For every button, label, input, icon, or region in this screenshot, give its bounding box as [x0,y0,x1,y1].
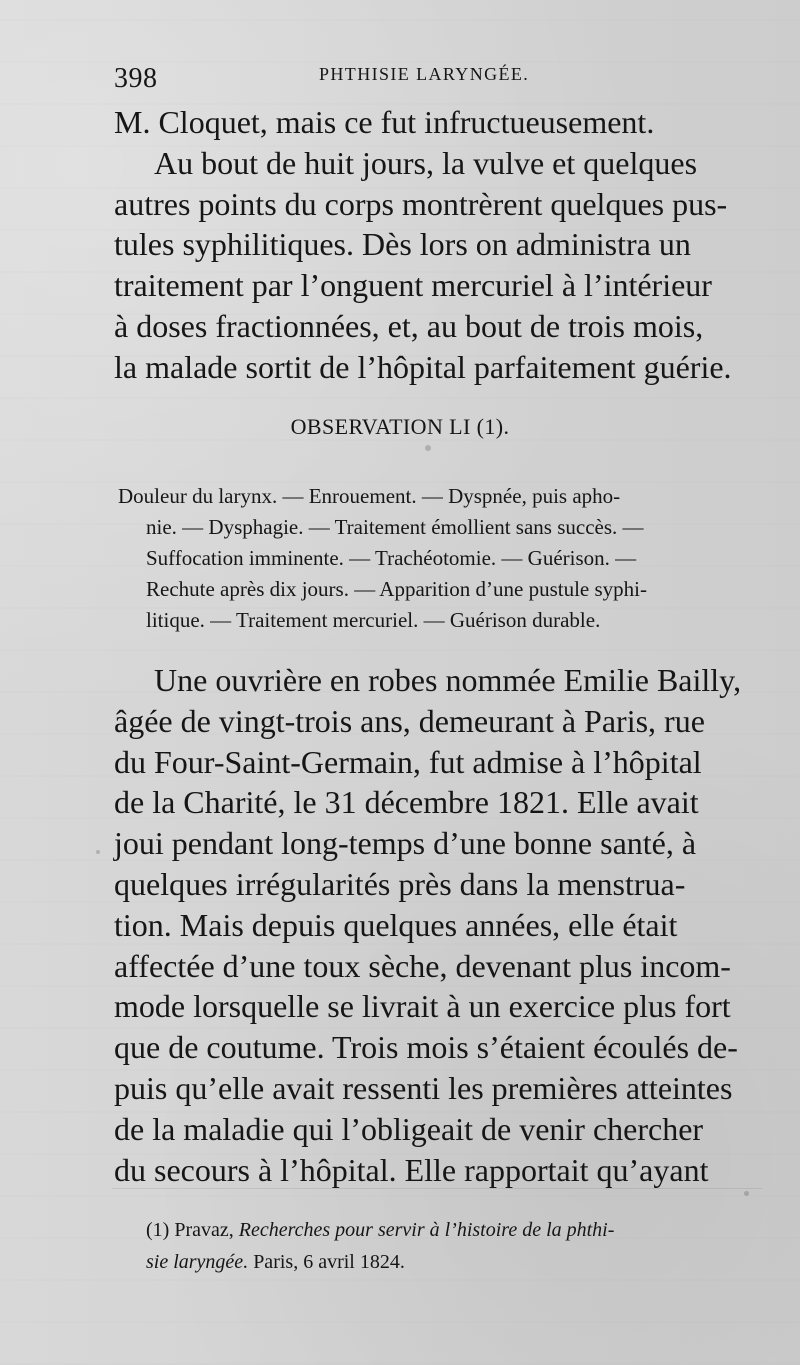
paper-speck [425,445,431,451]
footnote-suffix: Paris, 6 avril 1824. [248,1251,405,1273]
main-line-6: quelques irrégularités près dans la menstrua- [114,865,686,902]
opening-line-7: la malade sortit de l’hôpital parfaitement guérie. [114,348,732,385]
page-number: 398 [114,63,158,94]
opening-line-6: à doses fractionnées, et, au bout de trois mois, [114,307,704,344]
main-line-2: âgée de vingt-trois ans, demeurant à Paris, rue [114,702,705,739]
main-line-8: affectée d’une toux sèche, devenant plus incom- [114,947,731,984]
observation-title: OBSERVATION LI (1). [290,414,510,439]
main-line-10: que de coutume. Trois mois s’étaient écoulés de- [114,1029,738,1066]
footnote-line-1 [146,1214,766,1246]
main-line-3: du Four-Saint-Germain, fut admise à l’hôpital [114,743,702,780]
footnote-italic-line-2: sie laryngée. [146,1251,249,1273]
footnote-line-2 [146,1246,766,1278]
main-line-7: tion. Mais depuis quelques années, elle était [114,906,678,943]
summary-line-5: litique. — Traitement mercuriel. — Guérison durable. [146,608,601,633]
opening-text-block [114,102,764,388]
main-line-5: joui pendant long-temps d’une bonne santé, à [114,825,697,862]
running-title: PHTHISIE LARYNGÉE. [319,64,530,84]
main-line-4: de la Charité, le 31 décembre 1821. Elle avait [114,784,699,821]
summary-line-4: Rechute après dix jours. — Apparition d’une pustule syphi- [146,577,647,602]
footnote-prefix: (1) Pravaz, [146,1219,239,1241]
page-header [114,62,764,96]
opening-line-1: M. Cloquet, mais ce fut infructueusement. [114,104,655,140]
main-line-12: de la maladie qui l’obligeait de venir chercher [114,1110,704,1147]
footnote [146,1214,766,1278]
opening-line-4: tules syphilitiques. Dès lors on administra un [114,226,691,263]
main-line-11: puis qu’elle avait ressenti les premières atteintes [114,1069,733,1106]
opening-line-2: Au bout de huit jours, la vulve et quelques [154,144,698,181]
summary-line-2: nie. — Dysphagie. — Traitement émollient sans succès. — [146,515,644,540]
summary-line-1: Douleur du larynx. — Enrouement. — Dyspnée, puis apho- [118,484,621,508]
opening-line-5: traitement par l’onguent mercuriel à l’intérieur [114,267,712,304]
paper-speck [744,1191,749,1196]
paper-speck [96,850,100,854]
opening-line-3: autres points du corps montrèrent quelques pus- [114,185,728,222]
main-line-9: mode lorsquelle se livrait à un exercice plus fort [114,988,731,1025]
observation-summary [118,481,758,636]
summary-line-3: Suffocation imminente. — Trachéotomie. — Guérison. — [146,546,637,571]
footnote-separator [112,1188,762,1189]
footnote-italic-line-1: Recherches pour servir à l’histoire de la phthi- [238,1219,615,1241]
main-line-13: du secours à l’hôpital. Elle rapportait qu’ayant [114,1151,709,1188]
main-line-1: Une ouvrière en robes nommée Emilie Bailly, [154,662,742,698]
main-text-block [114,660,764,1190]
